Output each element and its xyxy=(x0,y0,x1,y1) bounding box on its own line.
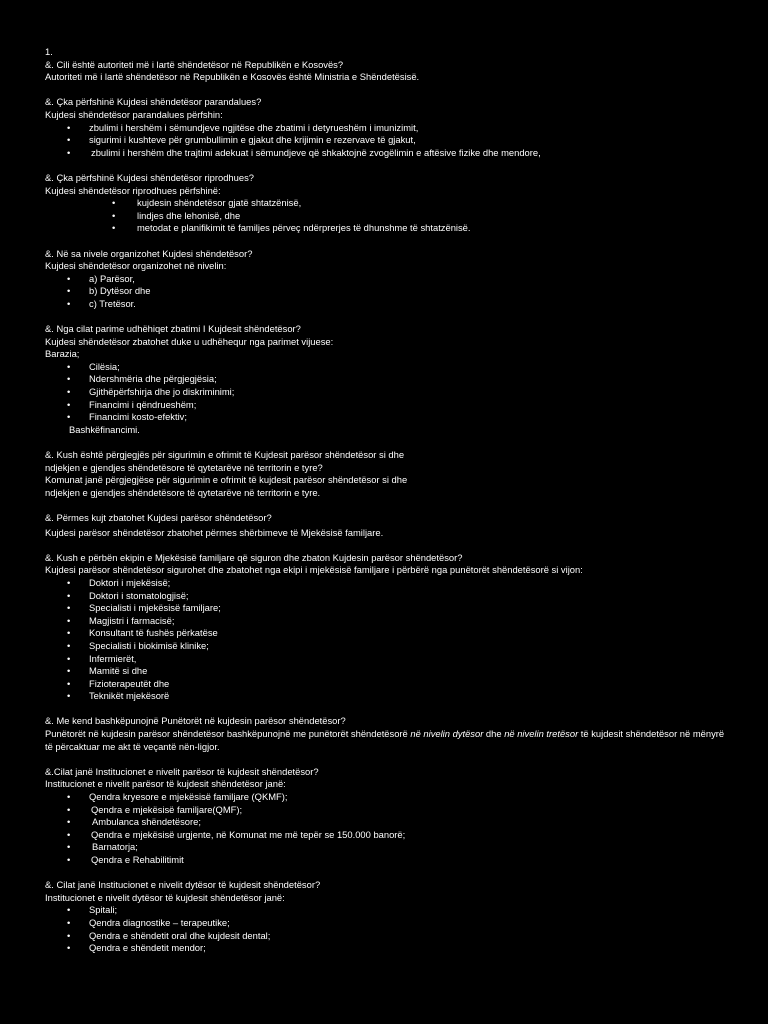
list-item: • Doktori i mjekësisë; xyxy=(67,576,171,588)
document-body xyxy=(45,46,745,967)
question: &. Cili është autoriteti më i lartë shëndetësor në Republikën e Kosovës? xyxy=(45,58,344,70)
bullet-icon: • xyxy=(67,614,71,626)
answer-line: Autoriteti më i lartë shëndetësor në Republikën e Kosovës është Ministria e Shëndetësisë. xyxy=(45,71,420,83)
bullet-icon: • xyxy=(67,373,71,385)
list-item: • lindjes dhe lehonisë, dhe xyxy=(112,209,241,221)
answer-line: Bashkëfinancimi. xyxy=(69,423,140,435)
question: &. Çka përfshinë Kujdesi shëndetësor parandalues? xyxy=(45,96,262,108)
answer-line: Komunat janë përgjegjëse për sigurimin e ofrimit të kujdesit parësor shëndetësor si dhe xyxy=(45,474,408,486)
list-item: • Spitali; xyxy=(67,904,118,916)
answer-line: Institucionet e nivelit dytësor të kujdesit shëndetësor janë: xyxy=(45,891,285,903)
bullet-icon: • xyxy=(67,828,71,840)
qa-section xyxy=(45,449,745,499)
question: &. Me kend bashkëpunojnë Punëtorët në kujdesin parësor shëndetësor? xyxy=(45,715,346,727)
list-item: • Ambulanca shëndetësore; xyxy=(67,816,201,828)
answer-line: Kujdesi shëndetësor zbatohet duke u udhëhequr nga parimet vijuese: xyxy=(45,335,334,347)
bullet-icon: • xyxy=(67,677,71,689)
list-item: • Teknikët mjekësorë xyxy=(67,690,170,702)
question: &.Cilat janë Institucionet e nivelit parësor të kujdesit shëndetësor? xyxy=(45,765,319,777)
list-item: • Qendra e mjekësisë familjare(QMF); xyxy=(67,803,243,815)
bullet-icon: • xyxy=(67,639,71,651)
bullet-icon: • xyxy=(67,134,71,146)
question: &. Në sa nivele organizohet Kujdesi shëndetësor? xyxy=(45,247,253,259)
document-number: 1. xyxy=(45,46,53,57)
qa-section xyxy=(45,59,745,84)
list-item: • Qendra e shëndetit mendor; xyxy=(67,942,206,954)
bullet-icon: • xyxy=(67,816,71,828)
qa-section xyxy=(45,512,745,539)
bullet-icon: • xyxy=(67,285,71,297)
bullet-icon: • xyxy=(112,197,116,209)
list-item: • Qendra e Rehabilitimit xyxy=(67,854,184,865)
list-item: • Specialisti i biokimisë klinike; xyxy=(67,639,209,651)
bullet-icon: • xyxy=(67,360,71,372)
bullet-icon: • xyxy=(67,398,71,410)
bullet-icon: • xyxy=(67,942,71,954)
bullet-icon: • xyxy=(67,929,71,941)
qa-section xyxy=(45,715,745,753)
list-item: • sigurimi i kushteve për grumbullimin e gjakut dhe krijimin e rezervave të gjakut, xyxy=(67,134,416,146)
bullet-icon: • xyxy=(67,690,71,702)
question: &. Përmes kujt zbatohet Kujdesi parësor shëndetësor? xyxy=(45,511,272,523)
list-item: • b) Dytësor dhe xyxy=(67,285,151,297)
question: &. Nga cilat parime udhëhiqet zbatimi I Kujdesit shëndetësor? xyxy=(45,323,301,335)
bullet-icon: • xyxy=(112,222,116,234)
list-item: • Cilësia; xyxy=(67,360,120,372)
answer-line: ndjekjen e gjendjes shëndetësore të qytetarëve në territorin e tyre. xyxy=(45,486,321,498)
list-item: • a) Parësor, xyxy=(67,272,135,284)
list-item: • Specialisti i mjekësisë familjare; xyxy=(67,602,221,614)
qa-section xyxy=(45,248,745,311)
list-item: • Magjistri i farmacisë; xyxy=(67,614,175,626)
answer-line: Kujdesi shëndetësor parandalues përfshin: xyxy=(45,108,223,120)
list-item: • c) Tretësor. xyxy=(67,297,136,309)
bullet-icon: • xyxy=(67,589,71,601)
answer-line: Punëtorët në kujdesin parësor shëndetësor bashkëpunojnë me punëtorët shëndetësorë në nivelin dytësor dhe në nivelin tretësor të kujdesit shëndetësor në mënyrë xyxy=(45,728,725,740)
bullet-icon: • xyxy=(67,665,71,677)
bullet-icon: • xyxy=(67,854,71,865)
list-item: • Ndershmëria dhe përgjegjësia; xyxy=(67,373,217,385)
answer-line: Kujdesi shëndetësor organizohet në nivelin: xyxy=(45,260,227,272)
list-item: • metodat e planifikimit të familjes përveç ndërprerjes të dhunshme të shtatzënisë. xyxy=(112,222,471,234)
qa-section xyxy=(45,552,745,703)
qa-section xyxy=(45,323,745,436)
question: &. Çka përfshinë Kujdesi shëndetësor riprodhues? xyxy=(45,171,254,183)
bullet-icon: • xyxy=(67,272,71,284)
bullet-icon: • xyxy=(67,386,71,398)
list-item: • Infermierët, xyxy=(67,652,137,664)
bullet-icon: • xyxy=(67,841,71,853)
bullet-icon: • xyxy=(67,904,71,916)
list-item: • zbulimi i hershëm i sëmundjeve ngjitëse dhe zbatimi i detyrueshëm i imunizimit, xyxy=(67,121,419,133)
question: &. Kush e përbën ekipin e Mjekësisë familjare që siguron dhe zbaton Kujdesin parësor shëndetësor? xyxy=(45,551,463,563)
qa-section xyxy=(45,96,745,159)
answer-line: Kujdesi parësor shëndetësor sigurohet dhe zbatohet nga ekipi i mjekësisë familjare i përbërë nga punëtorët shëndetësorë si vijon: xyxy=(45,564,583,576)
answer-line: Kujdesi parësor shëndetësor zbatohet përmes shërbimeve të Mjekësisë familjare. xyxy=(45,526,384,538)
answer-line: ndjekjen e gjendjes shëndetësore të qytetarëve në territorin e tyre? xyxy=(45,461,323,473)
bullet-icon: • xyxy=(67,652,71,664)
bullet-icon: • xyxy=(67,791,71,803)
answer-line: Kujdesi shëndetësor riprodhues përfshinë: xyxy=(45,184,221,196)
bullet-icon: • xyxy=(67,146,71,158)
list-item: • zbulimi i hershëm dhe trajtimi adekuat i sëmundjeve që shkaktojnë zvogëlimin e aftësive fizike dhe mendore, xyxy=(67,146,541,158)
list-item: • Gjithëpërfshirja dhe jo diskriminimi; xyxy=(67,386,235,398)
qa-section xyxy=(45,172,745,235)
list-item: • Doktori i stomatologjisë; xyxy=(67,589,189,601)
bullet-icon: • xyxy=(67,627,71,639)
bullet-icon: • xyxy=(67,297,71,309)
bullet-icon: • xyxy=(67,916,71,928)
answer-line: Institucionet e nivelit parësor të kujdesit shëndetësor janë: xyxy=(45,778,286,790)
list-item: • Qendra e shëndetit oral dhe kujdesit dental; xyxy=(67,929,271,941)
bullet-icon: • xyxy=(67,121,71,133)
qa-section xyxy=(45,766,745,867)
list-item: • Qendra kryesore e mjekësisë familjare (QKMF); xyxy=(67,791,288,803)
list-item: • Financimi kosto-efektiv; xyxy=(67,411,187,423)
list-item: • Qendra e mjekësisë urgjente, në Komunat me më tepër se 150.000 banorë; xyxy=(67,828,406,840)
answer-line: Barazia; xyxy=(45,348,80,360)
bullet-icon: • xyxy=(67,576,71,588)
answer-line: të përcaktuar me akt të veçantë nën-ligjor. xyxy=(45,740,220,752)
bullet-icon: • xyxy=(67,803,71,815)
list-item: • Barnatorja; xyxy=(67,841,138,853)
list-item: • kujdesin shëndetësor gjatë shtatzënisë, xyxy=(112,197,302,209)
bullet-icon: • xyxy=(67,411,71,423)
question: &. Kush është përgjegjës për sigurimin e ofrimit të Kujdesit parësor shëndetësor si dhe xyxy=(45,449,405,460)
list-item: • Financimi i qëndrueshëm; xyxy=(67,398,197,410)
list-item: • Qendra diagnostike – terapeutike; xyxy=(67,916,230,928)
bullet-icon: • xyxy=(67,602,71,614)
qa-section xyxy=(45,879,745,955)
list-item: • Mamitë si dhe xyxy=(67,665,148,677)
list-item: • Fizioterapeutët dhe xyxy=(67,677,170,689)
bullet-icon: • xyxy=(112,209,116,221)
list-item: • Konsultant të fushës përkatëse xyxy=(67,627,218,639)
question: &. Cilat janë Institucionet e nivelit dytësor të kujdesit shëndetësor? xyxy=(45,879,321,891)
